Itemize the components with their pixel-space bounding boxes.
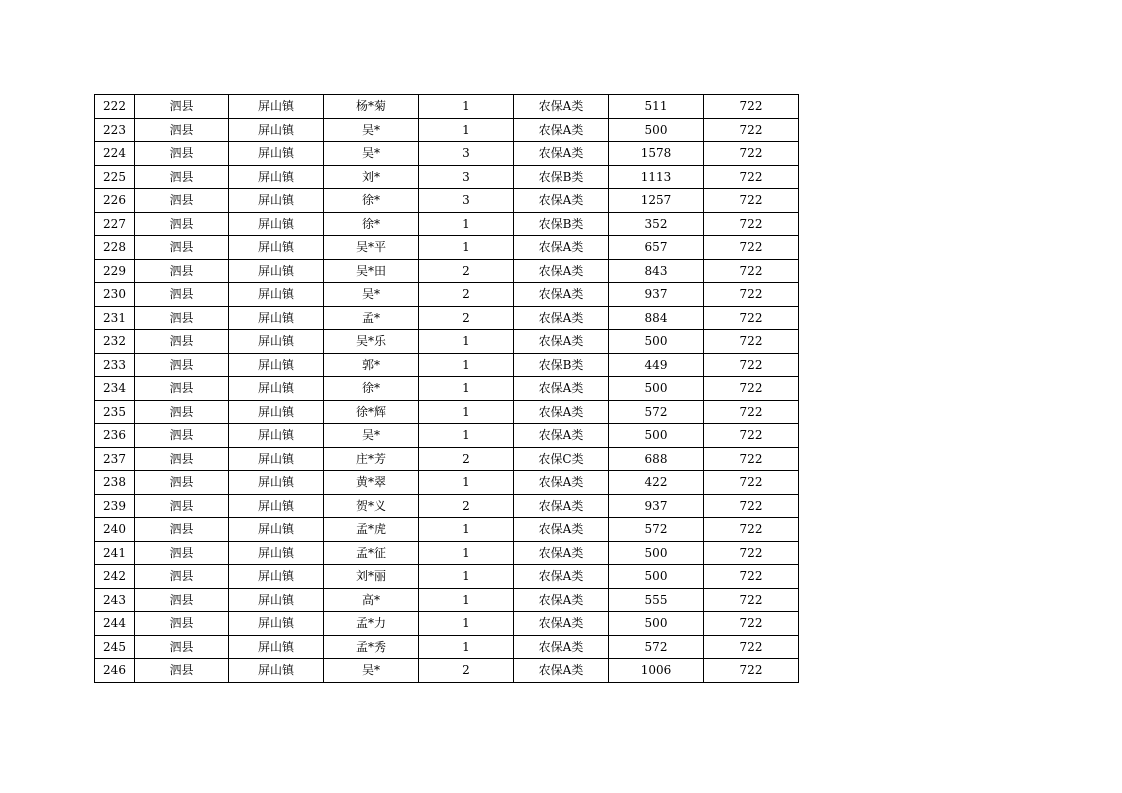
category-cell: 农保A类: [514, 494, 609, 518]
name-cell: 徐*辉: [324, 400, 419, 424]
household-count-cell: 1: [419, 541, 514, 565]
row-index-cell: 222: [95, 95, 135, 119]
amount-cell: 500: [609, 118, 704, 142]
household-count-cell: 2: [419, 259, 514, 283]
town-cell: 屏山镇: [229, 565, 324, 589]
household-count-cell: 2: [419, 659, 514, 683]
county-cell: 泗县: [135, 518, 229, 542]
row-index-cell: 244: [95, 612, 135, 636]
row-index-cell: 233: [95, 353, 135, 377]
household-count-cell: 2: [419, 283, 514, 307]
amount-cell: 1006: [609, 659, 704, 683]
amount-cell: 500: [609, 565, 704, 589]
table-row: [95, 612, 799, 636]
table-row: [95, 518, 799, 542]
table-row: [95, 494, 799, 518]
row-index-cell: 235: [95, 400, 135, 424]
county-cell: 泗县: [135, 189, 229, 213]
county-cell: 泗县: [135, 659, 229, 683]
name-cell: 黄*翠: [324, 471, 419, 495]
row-index-cell: 228: [95, 236, 135, 260]
table-row: [95, 165, 799, 189]
household-count-cell: 1: [419, 612, 514, 636]
category-cell: 农保A类: [514, 377, 609, 401]
amount-cell: 1578: [609, 142, 704, 166]
table-row: [95, 118, 799, 142]
row-index-cell: 234: [95, 377, 135, 401]
town-cell: 屏山镇: [229, 189, 324, 213]
standard-cell: 722: [704, 612, 799, 636]
standard-cell: 722: [704, 118, 799, 142]
amount-cell: 422: [609, 471, 704, 495]
town-cell: 屏山镇: [229, 400, 324, 424]
county-cell: 泗县: [135, 541, 229, 565]
category-cell: 农保A类: [514, 330, 609, 354]
row-index-cell: 246: [95, 659, 135, 683]
name-cell: 刘*丽: [324, 565, 419, 589]
row-index-cell: 242: [95, 565, 135, 589]
name-cell: 吴*: [324, 118, 419, 142]
row-index-cell: 230: [95, 283, 135, 307]
amount-cell: 511: [609, 95, 704, 119]
town-cell: 屏山镇: [229, 518, 324, 542]
table-row: [95, 353, 799, 377]
county-cell: 泗县: [135, 330, 229, 354]
county-cell: 泗县: [135, 259, 229, 283]
household-count-cell: 3: [419, 142, 514, 166]
amount-cell: 572: [609, 518, 704, 542]
name-cell: 孟*虎: [324, 518, 419, 542]
category-cell: 农保A类: [514, 612, 609, 636]
amount-cell: 572: [609, 400, 704, 424]
table-row: [95, 283, 799, 307]
amount-cell: 1113: [609, 165, 704, 189]
standard-cell: 722: [704, 424, 799, 448]
town-cell: 屏山镇: [229, 471, 324, 495]
category-cell: 农保A类: [514, 424, 609, 448]
amount-cell: 500: [609, 541, 704, 565]
county-cell: 泗县: [135, 95, 229, 119]
amount-cell: 843: [609, 259, 704, 283]
town-cell: 屏山镇: [229, 494, 324, 518]
table-row: [95, 259, 799, 283]
row-index-cell: 240: [95, 518, 135, 542]
county-cell: 泗县: [135, 142, 229, 166]
town-cell: 屏山镇: [229, 635, 324, 659]
name-cell: 郭*: [324, 353, 419, 377]
household-count-cell: 1: [419, 565, 514, 589]
standard-cell: 722: [704, 142, 799, 166]
data-table: [94, 94, 799, 683]
household-count-cell: 1: [419, 635, 514, 659]
standard-cell: 722: [704, 588, 799, 612]
standard-cell: 722: [704, 95, 799, 119]
amount-cell: 449: [609, 353, 704, 377]
county-cell: 泗县: [135, 612, 229, 636]
town-cell: 屏山镇: [229, 306, 324, 330]
amount-cell: 572: [609, 635, 704, 659]
table-row: [95, 565, 799, 589]
amount-cell: 1257: [609, 189, 704, 213]
standard-cell: 722: [704, 518, 799, 542]
town-cell: 屏山镇: [229, 165, 324, 189]
town-cell: 屏山镇: [229, 283, 324, 307]
county-cell: 泗县: [135, 588, 229, 612]
row-index-cell: 223: [95, 118, 135, 142]
category-cell: 农保A类: [514, 565, 609, 589]
name-cell: 吴*田: [324, 259, 419, 283]
amount-cell: 500: [609, 612, 704, 636]
table-row: [95, 189, 799, 213]
county-cell: 泗县: [135, 471, 229, 495]
standard-cell: 722: [704, 165, 799, 189]
county-cell: 泗县: [135, 283, 229, 307]
amount-cell: 688: [609, 447, 704, 471]
town-cell: 屏山镇: [229, 659, 324, 683]
amount-cell: 937: [609, 494, 704, 518]
town-cell: 屏山镇: [229, 95, 324, 119]
table-row: [95, 400, 799, 424]
table-body: [95, 95, 799, 683]
category-cell: 农保B类: [514, 165, 609, 189]
name-cell: 孟*秀: [324, 635, 419, 659]
category-cell: 农保B类: [514, 353, 609, 377]
standard-cell: 722: [704, 236, 799, 260]
table-row: [95, 377, 799, 401]
town-cell: 屏山镇: [229, 236, 324, 260]
county-cell: 泗县: [135, 400, 229, 424]
standard-cell: 722: [704, 283, 799, 307]
name-cell: 吴*: [324, 142, 419, 166]
name-cell: 庄*芳: [324, 447, 419, 471]
category-cell: 农保A类: [514, 283, 609, 307]
category-cell: 农保A类: [514, 259, 609, 283]
household-count-cell: 1: [419, 588, 514, 612]
county-cell: 泗县: [135, 165, 229, 189]
standard-cell: 722: [704, 353, 799, 377]
name-cell: 徐*: [324, 189, 419, 213]
standard-cell: 722: [704, 494, 799, 518]
standard-cell: 722: [704, 471, 799, 495]
row-index-cell: 231: [95, 306, 135, 330]
name-cell: 徐*: [324, 377, 419, 401]
town-cell: 屏山镇: [229, 353, 324, 377]
town-cell: 屏山镇: [229, 259, 324, 283]
row-index-cell: 225: [95, 165, 135, 189]
row-index-cell: 239: [95, 494, 135, 518]
table-row: [95, 306, 799, 330]
table-row: [95, 635, 799, 659]
table-row: [95, 95, 799, 119]
category-cell: 农保A类: [514, 142, 609, 166]
row-index-cell: 241: [95, 541, 135, 565]
table-row: [95, 212, 799, 236]
town-cell: 屏山镇: [229, 588, 324, 612]
town-cell: 屏山镇: [229, 424, 324, 448]
category-cell: 农保B类: [514, 212, 609, 236]
name-cell: 吴*: [324, 424, 419, 448]
amount-cell: 500: [609, 424, 704, 448]
household-count-cell: 1: [419, 212, 514, 236]
amount-cell: 352: [609, 212, 704, 236]
amount-cell: 657: [609, 236, 704, 260]
standard-cell: 722: [704, 306, 799, 330]
name-cell: 贺*义: [324, 494, 419, 518]
county-cell: 泗县: [135, 353, 229, 377]
category-cell: 农保A类: [514, 236, 609, 260]
name-cell: 徐*: [324, 212, 419, 236]
standard-cell: 722: [704, 259, 799, 283]
category-cell: 农保A类: [514, 635, 609, 659]
household-count-cell: 1: [419, 471, 514, 495]
row-index-cell: 238: [95, 471, 135, 495]
county-cell: 泗县: [135, 236, 229, 260]
table-row: [95, 447, 799, 471]
town-cell: 屏山镇: [229, 447, 324, 471]
table-row: [95, 236, 799, 260]
county-cell: 泗县: [135, 447, 229, 471]
category-cell: 农保A类: [514, 541, 609, 565]
county-cell: 泗县: [135, 377, 229, 401]
household-count-cell: 1: [419, 353, 514, 377]
town-cell: 屏山镇: [229, 118, 324, 142]
name-cell: 高*: [324, 588, 419, 612]
household-count-cell: 1: [419, 377, 514, 401]
table-row: [95, 541, 799, 565]
name-cell: 吴*: [324, 659, 419, 683]
table-row: [95, 424, 799, 448]
name-cell: 孟*征: [324, 541, 419, 565]
amount-cell: 884: [609, 306, 704, 330]
household-count-cell: 1: [419, 424, 514, 448]
household-count-cell: 1: [419, 330, 514, 354]
county-cell: 泗县: [135, 118, 229, 142]
household-count-cell: 3: [419, 189, 514, 213]
row-index-cell: 243: [95, 588, 135, 612]
standard-cell: 722: [704, 400, 799, 424]
standard-cell: 722: [704, 565, 799, 589]
category-cell: 农保A类: [514, 471, 609, 495]
category-cell: 农保A类: [514, 95, 609, 119]
amount-cell: 500: [609, 377, 704, 401]
category-cell: 农保A类: [514, 518, 609, 542]
household-count-cell: 1: [419, 95, 514, 119]
town-cell: 屏山镇: [229, 377, 324, 401]
standard-cell: 722: [704, 189, 799, 213]
town-cell: 屏山镇: [229, 142, 324, 166]
standard-cell: 722: [704, 330, 799, 354]
row-index-cell: 227: [95, 212, 135, 236]
category-cell: 农保A类: [514, 189, 609, 213]
amount-cell: 937: [609, 283, 704, 307]
row-index-cell: 236: [95, 424, 135, 448]
household-count-cell: 1: [419, 400, 514, 424]
amount-cell: 555: [609, 588, 704, 612]
name-cell: 孟*力: [324, 612, 419, 636]
row-index-cell: 245: [95, 635, 135, 659]
household-count-cell: 2: [419, 306, 514, 330]
table-row: [95, 142, 799, 166]
row-index-cell: 229: [95, 259, 135, 283]
town-cell: 屏山镇: [229, 212, 324, 236]
standard-cell: 722: [704, 212, 799, 236]
town-cell: 屏山镇: [229, 330, 324, 354]
household-count-cell: 1: [419, 118, 514, 142]
county-cell: 泗县: [135, 212, 229, 236]
table-row: [95, 659, 799, 683]
category-cell: 农保C类: [514, 447, 609, 471]
amount-cell: 500: [609, 330, 704, 354]
name-cell: 杨*菊: [324, 95, 419, 119]
row-index-cell: 237: [95, 447, 135, 471]
category-cell: 农保A类: [514, 659, 609, 683]
standard-cell: 722: [704, 377, 799, 401]
standard-cell: 722: [704, 447, 799, 471]
table-row: [95, 471, 799, 495]
household-count-cell: 2: [419, 494, 514, 518]
name-cell: 吴*乐: [324, 330, 419, 354]
county-cell: 泗县: [135, 494, 229, 518]
row-index-cell: 232: [95, 330, 135, 354]
county-cell: 泗县: [135, 306, 229, 330]
county-cell: 泗县: [135, 424, 229, 448]
row-index-cell: 224: [95, 142, 135, 166]
standard-cell: 722: [704, 635, 799, 659]
household-count-cell: 3: [419, 165, 514, 189]
name-cell: 孟*: [324, 306, 419, 330]
county-cell: 泗县: [135, 565, 229, 589]
household-count-cell: 1: [419, 236, 514, 260]
category-cell: 农保A类: [514, 306, 609, 330]
county-cell: 泗县: [135, 635, 229, 659]
standard-cell: 722: [704, 659, 799, 683]
row-index-cell: 226: [95, 189, 135, 213]
town-cell: 屏山镇: [229, 541, 324, 565]
household-count-cell: 1: [419, 518, 514, 542]
name-cell: 吴*平: [324, 236, 419, 260]
household-count-cell: 2: [419, 447, 514, 471]
name-cell: 吴*: [324, 283, 419, 307]
table-row: [95, 330, 799, 354]
table-row: [95, 588, 799, 612]
category-cell: 农保A类: [514, 118, 609, 142]
standard-cell: 722: [704, 541, 799, 565]
town-cell: 屏山镇: [229, 612, 324, 636]
category-cell: 农保A类: [514, 588, 609, 612]
name-cell: 刘*: [324, 165, 419, 189]
category-cell: 农保A类: [514, 400, 609, 424]
